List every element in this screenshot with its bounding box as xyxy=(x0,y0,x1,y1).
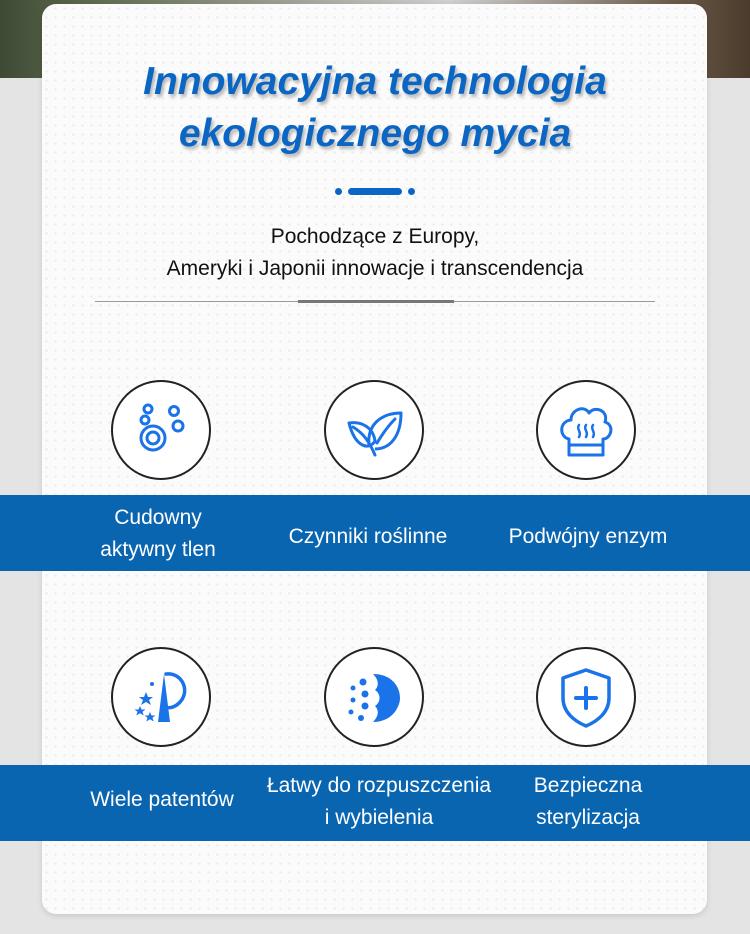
feature-circle-4 xyxy=(111,647,211,747)
feature-label-1-line-1: Cudowny xyxy=(114,506,202,529)
feature-label-4 xyxy=(72,784,252,816)
divider-bar xyxy=(348,188,402,195)
feature-circle-3 xyxy=(536,380,636,480)
feature-circle-6 xyxy=(536,647,636,747)
dissolve-icon xyxy=(339,662,409,732)
leaf-icon xyxy=(339,395,409,465)
divider-dot-left xyxy=(335,188,342,195)
feature-label-6 xyxy=(508,770,668,834)
feature-label-6-line-1: Bezpieczna xyxy=(533,774,643,797)
chef-hat-steam-icon xyxy=(551,395,621,465)
feature-label-5-line-1: Łatwy do rozpuszczenia xyxy=(266,774,492,797)
feature-label-3-line-1: Podwójny enzym xyxy=(508,525,668,548)
feature-label-5-line-2: i wybielenia xyxy=(324,806,434,829)
sparkle-patent-icon xyxy=(126,662,196,732)
feature-label-5 xyxy=(248,770,510,834)
shield-plus-icon xyxy=(551,662,621,732)
feature-label-6-line-2: sterylizacja xyxy=(536,806,640,829)
page-title-line-1: Innowacyjna technologia xyxy=(143,60,607,103)
feature-label-2 xyxy=(268,521,468,553)
feature-circle-1 xyxy=(111,380,211,480)
feature-label-1 xyxy=(78,502,238,566)
title-divider xyxy=(335,186,415,196)
page-title-line-2: ekologicznego mycia xyxy=(178,112,572,155)
subtitle-line-2: Ameryki i Japonii innowacje i transcendencja xyxy=(166,257,584,280)
subtitle-underline-accent xyxy=(298,300,454,303)
subtitle xyxy=(0,221,750,285)
divider-dot-right xyxy=(408,188,415,195)
feature-circle-2 xyxy=(324,380,424,480)
feature-circle-5 xyxy=(324,647,424,747)
feature-label-4-line-1: Wiele patentów xyxy=(90,788,234,811)
page-title xyxy=(0,56,750,160)
bubbles-icon xyxy=(126,395,196,465)
feature-label-2-line-1: Czynniki roślinne xyxy=(288,525,448,548)
feature-label-1-line-2: aktywny tlen xyxy=(100,538,216,561)
feature-label-3 xyxy=(488,521,688,553)
subtitle-line-1: Pochodzące z Europy, xyxy=(270,225,480,248)
